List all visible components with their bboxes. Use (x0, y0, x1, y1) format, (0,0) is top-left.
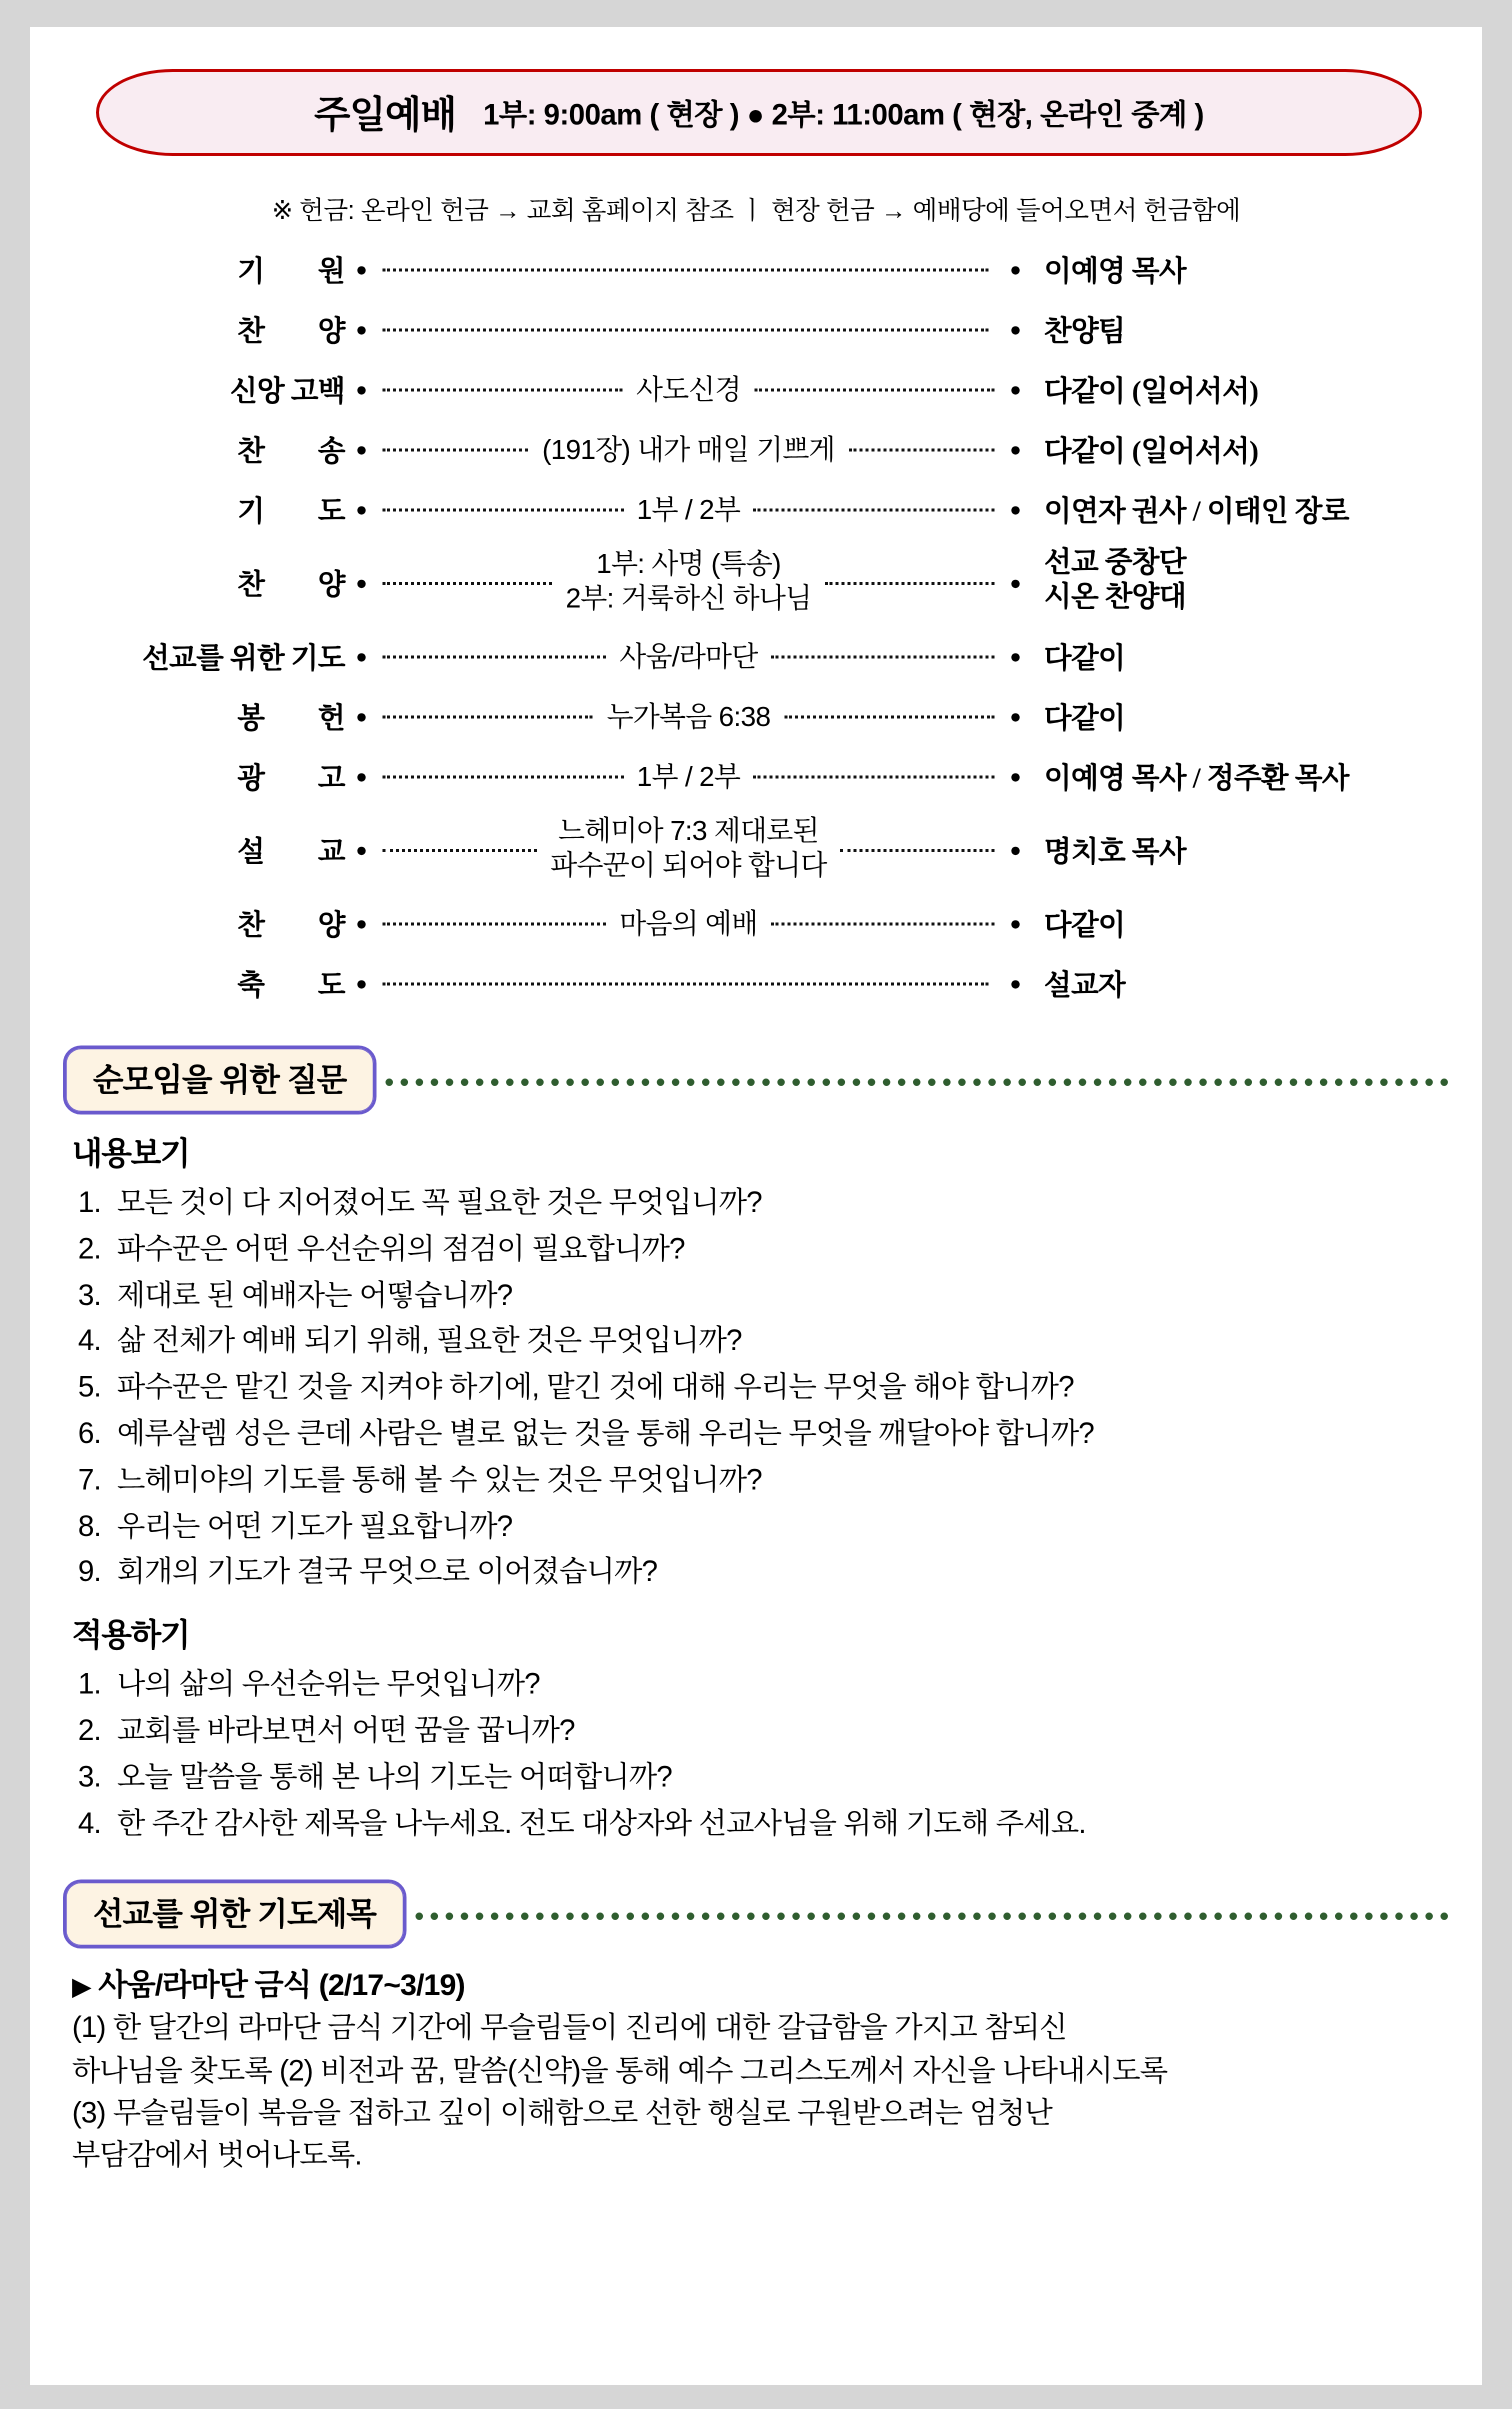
bullet-dot-icon: ● (355, 971, 368, 994)
order-middle (372, 756, 1005, 795)
order-detail-line2: 파수꾼이 되어야 합니다 (550, 849, 827, 881)
order-middle (372, 267, 1005, 270)
worship-banner (96, 69, 1422, 156)
order-participant-line2: 시온 찬양대 (1044, 582, 1187, 614)
order-detail: 사움/라마단 (619, 640, 758, 672)
list-item-text: 느헤미야의 기도를 통해 볼 수 있는 것은 무엇입니까? (117, 1463, 762, 1497)
order-middle (372, 489, 1005, 528)
cell-group-section-header (63, 1046, 1449, 1115)
dot-leader (383, 269, 989, 272)
worship-banner-times: 1부: 9:00am ( 현장 ) ● 2부: 11:00am ( 현장, 온라인 중계 ) (483, 99, 1204, 132)
dot-leader (784, 716, 995, 719)
order-detail-line2: 2부: 거룩하신 하나님 (565, 582, 812, 614)
dot-leader (825, 582, 995, 585)
dot-leader (848, 449, 994, 452)
bullet-dot-icon: ● (1009, 437, 1022, 460)
dot-leader (754, 776, 995, 779)
list-item (78, 1273, 1449, 1319)
list-item (78, 1662, 1449, 1708)
list-item-text: 한 주간 감사한 제목을 나누세요. 전도 대상자와 선교사님을 위해 기도해 주세요. (117, 1806, 1086, 1840)
dot-leader (383, 983, 989, 986)
order-row (75, 299, 1437, 359)
dot-leader (840, 849, 994, 852)
order-label: 선교를 위한 기도 (142, 642, 345, 675)
order-row (75, 539, 1437, 626)
dot-leader (383, 716, 594, 719)
list-item-text: 회개의 기도가 결국 무엇으로 이어졌습니까? (117, 1556, 658, 1590)
order-row (75, 746, 1437, 806)
dot-leader (383, 509, 624, 512)
list-item-text: 모든 것이 다 지어졌어도 꼭 필요한 것은 무엇입니까? (117, 1186, 762, 1220)
list-item (78, 1365, 1449, 1411)
list-item-text: 예루살렘 성은 큰데 사람은 별로 없는 것을 통해 우리는 무엇을 깨달아야 합니까? (117, 1417, 1094, 1451)
list-item-number: 7. (78, 1463, 101, 1497)
list-item (78, 1755, 1449, 1801)
order-middle (372, 369, 1005, 408)
order-participant: 이연자 권사 / 이태인 장로 (1044, 495, 1349, 528)
bullet-dot-icon: ● (355, 377, 368, 400)
triangle-marker-icon: ▶ (72, 1973, 91, 2002)
order-detail: 1부 / 2부 (636, 493, 741, 525)
list-item-number: 1. (78, 1186, 101, 1220)
apply-questions-heading: 적용하기 (72, 1618, 190, 1654)
list-item (78, 1181, 1449, 1227)
dot-leader (754, 509, 995, 512)
dot-leader (771, 923, 994, 926)
order-middle (372, 327, 1005, 330)
list-item-text: 파수꾼은 맡긴 것을 지켜야 하기에, 맡긴 것에 대해 우리는 무엇을 해야 합니까? (117, 1371, 1074, 1405)
order-participant: 이예영 목사 / 정주환 목사 (1044, 762, 1349, 795)
dotted-rule (415, 1912, 1449, 1920)
order-middle (372, 429, 1005, 468)
mission-prayer-body (72, 2008, 1449, 2178)
order-row (75, 419, 1437, 479)
dot-leader (383, 389, 623, 392)
order-label: 기 원 (237, 255, 345, 288)
dotted-rule (385, 1078, 1449, 1086)
worship-banner-title: 주일예배 (314, 94, 457, 137)
dot-leader (383, 776, 624, 779)
list-item-text: 삶 전체가 예배 되기 위해, 필요한 것은 무엇입니까? (117, 1325, 742, 1359)
bulletin-sheet (30, 27, 1482, 2385)
mission-prayer-title (72, 1961, 1449, 2005)
order-label: 찬 송 (237, 435, 345, 468)
bullet-dot-icon: ● (355, 644, 368, 667)
list-item-number: 1. (78, 1668, 101, 1702)
bullet-dot-icon: ● (1009, 704, 1022, 727)
order-detail: (191장) 내가 매일 기쁘게 (542, 433, 835, 465)
order-participant: 다같이 (1044, 702, 1126, 735)
mission-prayer-section-header (63, 1880, 1449, 1949)
dot-leader (383, 582, 553, 585)
order-detail (563, 548, 815, 616)
dot-leader (771, 656, 994, 659)
bullet-dot-icon: ● (1009, 764, 1022, 787)
list-item (78, 1801, 1449, 1847)
bullet-dot-icon: ● (1009, 257, 1022, 280)
mission-prayer-line: (1) 한 달간의 라마단 금식 기간에 무슬림들이 진리에 대한 갈급함을 가지고 참되신 (72, 2012, 1067, 2046)
order-label: 찬 양 (237, 569, 345, 601)
order-participant: 다같이 (일어서서) (1044, 435, 1259, 468)
list-item (78, 1504, 1449, 1550)
bullet-dot-icon: ● (355, 257, 368, 280)
order-of-worship-list (75, 239, 1437, 1013)
bullet-dot-icon: ● (1009, 911, 1022, 934)
list-item-text: 나의 삶의 우선순위는 무엇입니까? (117, 1668, 540, 1702)
dot-leader (383, 923, 606, 926)
dot-leader (383, 329, 989, 332)
bullet-dot-icon: ● (1009, 497, 1022, 520)
order-label: 기 도 (237, 495, 345, 528)
order-participant-line1: 선교 중창단 (1044, 547, 1187, 580)
mission-prayer-title-text: 사움/라마단 금식 (2/17~3/19) (98, 1970, 465, 2004)
order-middle (372, 696, 1005, 735)
dot-leader (754, 389, 994, 392)
order-middle (372, 981, 1005, 984)
list-item (78, 1411, 1449, 1457)
order-middle (372, 636, 1005, 675)
order-label: 축 도 (237, 969, 345, 1002)
dot-leader (383, 656, 606, 659)
order-middle (372, 815, 1005, 883)
list-item-number: 4. (78, 1806, 101, 1840)
bullet-dot-icon: ● (1009, 837, 1022, 861)
list-item-number: 4. (78, 1325, 101, 1359)
bullet-dot-icon: ● (355, 837, 368, 861)
order-detail: 마음의 예배 (619, 907, 758, 939)
order-middle (372, 548, 1005, 616)
order-detail: 사도신경 (636, 373, 741, 405)
content-questions-list (78, 1181, 1449, 1597)
order-row (75, 893, 1437, 953)
list-item-text: 오늘 말씀을 통해 본 나의 기도는 어떠합니까? (117, 1760, 672, 1794)
order-participant: 명치호 목사 (1044, 836, 1187, 868)
list-item (78, 1227, 1449, 1273)
order-detail: 누가복음 6:38 (606, 700, 771, 732)
bullet-dot-icon: ● (355, 437, 368, 460)
bullet-dot-icon: ● (355, 317, 368, 340)
order-row (75, 626, 1437, 686)
order-detail-line1: 1부: 사명 (특송) (596, 548, 781, 580)
dot-leader (383, 449, 529, 452)
order-participant: 이예영 목사 (1044, 255, 1187, 288)
order-detail-line1: 느헤미아 7:3 제대로된 (558, 815, 819, 847)
bullet-dot-icon: ● (1009, 971, 1022, 994)
order-detail (547, 815, 829, 883)
order-participant: 다같이 (1044, 909, 1126, 942)
order-label: 봉 헌 (237, 702, 345, 735)
order-participant (1026, 548, 1437, 616)
bullet-dot-icon: ● (1009, 377, 1022, 400)
list-item (78, 1550, 1449, 1596)
list-item-number: 2. (78, 1232, 101, 1266)
list-item-number: 5. (78, 1371, 101, 1405)
order-participant: 다같이 (1044, 642, 1126, 675)
dot-leader (383, 849, 537, 852)
mission-prayer-line: 부담감에서 벗어나도록. (72, 2139, 362, 2173)
list-item-number: 8. (78, 1509, 101, 1543)
bullet-dot-icon: ● (355, 704, 368, 727)
mission-prayer-badge: 선교를 위한 기도제목 (63, 1880, 406, 1949)
order-row (75, 359, 1437, 419)
order-middle (372, 903, 1005, 942)
list-item (78, 1708, 1449, 1754)
order-row (75, 479, 1437, 539)
list-item-number: 9. (78, 1556, 101, 1590)
bullet-dot-icon: ● (355, 911, 368, 934)
offering-note: ※ 헌금: 온라인 헌금 → 교회 홈페이지 참조 ㅣ 현장 헌금 → 예배당에 들어오면서 헌금함에 (271, 196, 1241, 225)
bullet-dot-icon: ● (1009, 644, 1022, 667)
order-label: 신앙 고백 (229, 375, 345, 408)
order-label: 찬 양 (237, 315, 345, 348)
mission-prayer-line: (3) 무슬림들이 복음을 접하고 깊이 이해함으로 선한 행실로 구원받으려는 엄청난 (72, 2096, 1053, 2130)
list-item-text: 파수꾼은 어떤 우선순위의 점검이 필요합니까? (117, 1232, 685, 1266)
order-participant: 설교자 (1044, 969, 1126, 1002)
bullet-dot-icon: ● (355, 497, 368, 520)
order-row (75, 239, 1437, 299)
bullet-dot-icon: ● (355, 764, 368, 787)
bullet-dot-icon: ● (1009, 317, 1022, 340)
list-item (78, 1319, 1449, 1365)
cell-group-badge: 순모임을 위한 질문 (63, 1046, 376, 1115)
list-item (78, 1458, 1449, 1504)
order-label: 광 고 (237, 762, 345, 795)
order-participant: 찬양팀 (1044, 315, 1126, 348)
order-row (75, 686, 1437, 746)
order-detail: 1부 / 2부 (636, 760, 741, 792)
list-item-number: 3. (78, 1760, 101, 1794)
mission-prayer-line: 하나님을 찾도록 (2) 비전과 꿈, 말씀(신약)을 통해 예수 그리스도께서 자신을 나타내시도록 (72, 2054, 1168, 2088)
list-item-text: 교회를 바라보면서 어떤 꿈을 꿉니까? (117, 1714, 575, 1748)
order-row (75, 953, 1437, 1013)
order-row (75, 806, 1437, 893)
list-item-text: 우리는 어떤 기도가 필요합니까? (117, 1509, 513, 1543)
apply-questions-list (78, 1662, 1449, 1847)
list-item-number: 6. (78, 1417, 101, 1451)
list-item-number: 2. (78, 1714, 101, 1748)
order-participant: 다같이 (일어서서) (1044, 375, 1259, 408)
content-questions-heading: 내용보기 (72, 1137, 190, 1172)
list-item-text: 제대로 된 예배자는 어떻습니까? (117, 1278, 513, 1312)
bullet-dot-icon: ● (1009, 570, 1022, 594)
bullet-dot-icon: ● (355, 570, 368, 594)
list-item-number: 3. (78, 1278, 101, 1312)
order-label: 찬 양 (237, 909, 345, 942)
order-label: 설 교 (237, 836, 345, 868)
